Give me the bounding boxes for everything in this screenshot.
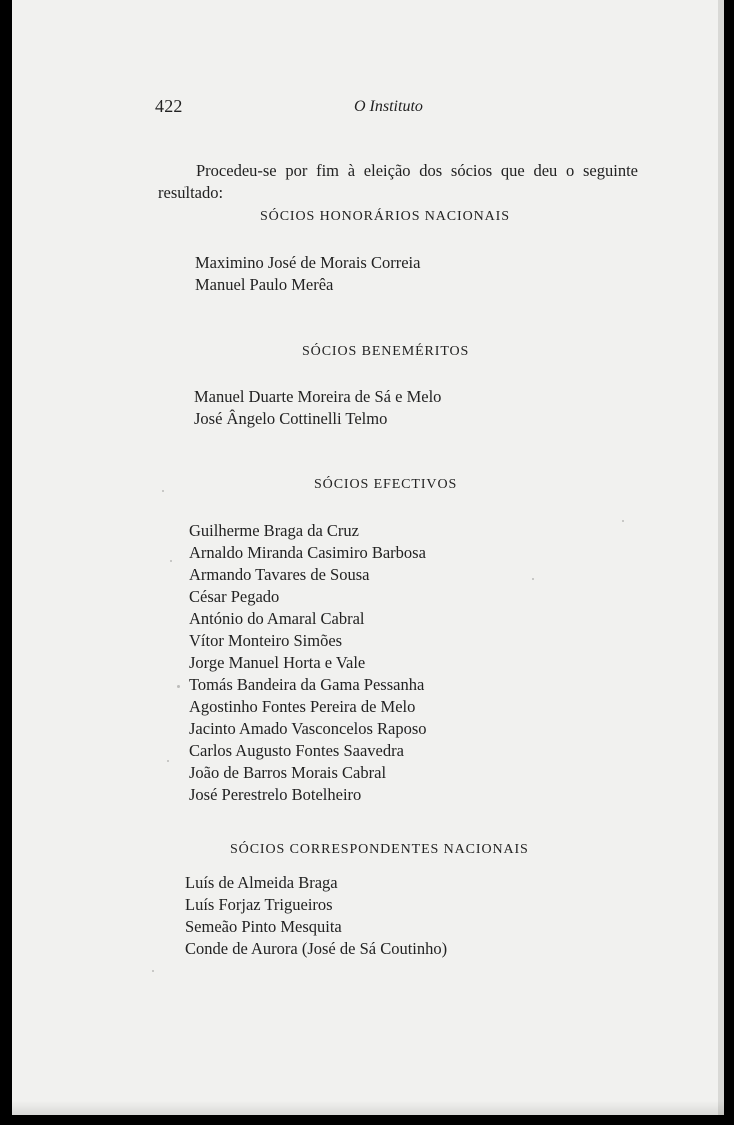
member-name: José Ângelo Cottinelli Telmo <box>194 409 388 428</box>
member-list-honorarios <box>195 252 420 296</box>
member-name: César Pegado <box>189 587 280 606</box>
member-name: Jacinto Amado Vasconcelos Raposo <box>189 719 427 738</box>
page-bottom-shadow <box>12 1101 724 1115</box>
member-list-correspondentes <box>185 872 447 960</box>
member-name: Tomás Bandeira da Gama Pessanha <box>189 675 425 694</box>
member-name: Luís Forjaz Trigueiros <box>185 895 333 914</box>
member-name: José Perestrelo Botelheiro <box>189 785 362 804</box>
scan-speck <box>167 760 169 762</box>
member-name: Arnaldo Miranda Casimiro Barbosa <box>189 543 426 562</box>
member-name: Manuel Paulo Merêa <box>195 275 334 294</box>
member-name: Semeão Pinto Mesquita <box>185 917 342 936</box>
scanned-page <box>12 0 724 1115</box>
scan-speck <box>152 970 154 972</box>
running-title: O Instituto <box>354 98 423 115</box>
member-name: Manuel Duarte Moreira de Sá e Melo <box>194 387 442 406</box>
member-list-efectivos <box>189 520 427 806</box>
section-title-honorarios: SÓCIOS HONORÁRIOS NACIONAIS <box>260 209 510 224</box>
member-name: Guilherme Braga da Cruz <box>189 521 359 540</box>
member-list-benemeritos <box>194 386 441 430</box>
member-name: João de Barros Morais Cabral <box>189 763 387 782</box>
section-title-benemeritos: SÓCIOS BENEMÉRITOS <box>302 344 470 359</box>
member-name: Maximino José de Morais Correia <box>195 253 421 272</box>
member-name: Carlos Augusto Fontes Saavedra <box>189 741 404 760</box>
member-name: Conde de Aurora (José de Sá Coutinho) <box>185 939 448 958</box>
scan-speck <box>170 560 172 562</box>
member-name: Armando Tavares de Sousa <box>189 565 370 584</box>
scan-speck <box>184 186 186 188</box>
member-name: Luís de Almeida Braga <box>185 873 338 892</box>
member-name: António do Amaral Cabral <box>189 609 365 628</box>
section-title-efectivos: SÓCIOS EFECTIVOS <box>314 477 458 492</box>
page-number: 422 <box>155 96 183 116</box>
section-title-correspondentes: SÓCIOS CORRESPONDENTES NACIONAIS <box>230 842 529 857</box>
scan-speck <box>177 685 180 688</box>
intro-paragraph: Procedeu-se por fim à eleição dos sócios que deu o seguinte resultado: <box>158 160 638 202</box>
member-name: Agostinho Fontes Pereira de Melo <box>189 697 416 716</box>
scan-speck <box>622 520 624 522</box>
scan-speck <box>532 578 534 580</box>
scan-edge <box>718 0 724 1115</box>
member-name: Jorge Manuel Horta e Vale <box>189 653 366 672</box>
member-name: Vítor Monteiro Simões <box>189 631 343 650</box>
scan-speck <box>162 490 164 492</box>
